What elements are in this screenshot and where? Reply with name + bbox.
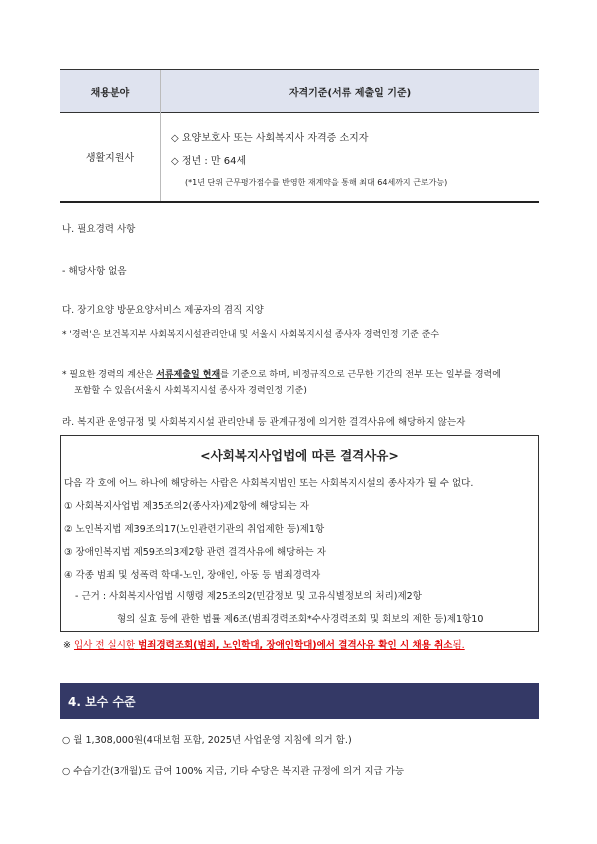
salary-item-1: ○ 월 1,308,000원(4대보험 포함, 2025년 사업운영 지침에 의거 함.) [62,735,352,746]
qual-note: (*1년 단위 근무평가점수를 반영한 재계약을 통해 최대 64세까지 근로가능) [185,178,448,187]
disqualification-box [60,435,539,632]
section-na-item: - 해당사항 없음 [62,266,127,277]
box-basis-2: 형의 실효 등에 관한 법률 제6조(범죄경력조회*수사경력조회 및 회보의 제한 등)제1항10 [117,614,484,625]
box-warning: ※ 입사 전 실시한 범죄경력조회(범죄, 노인학대, 장애인학대)에서 결격사유 확인 시 채용 취소됨. [63,640,465,651]
qual-line-2: ◇ 정년 : 만 64세 [171,156,247,167]
box-item-4: ④ 각종 범죄 및 성폭력 학대-노인, 장애인, 아동 등 범죄경력자 [64,570,321,581]
section-4-header: 4. 보수 수준 [60,683,539,719]
field-cell: 생활지원사 [60,112,161,201]
box-item-1: ① 사회복지사업법 제35조의2(종사자)제2항에 해당되는 자 [64,501,309,512]
section-da-note1: * '경력'은 보건복지부 사회복지시설관리안내 및 서울시 사회복지시설 종사자 경력인정 기준 준수 [62,330,440,340]
section-na-title: 나. 필요경력 사항 [62,224,136,235]
section-da-note2-line2: 포함할 수 있음(서울시 사회복지시설 종사자 경력인정 기준) [74,386,307,396]
section-ra-title: 라. 복지관 운영규정 및 사회복지시설 관리안내 등 관계규정에 의거한 결격사유에 해당하지 않는자 [62,417,466,428]
box-item-2: ② 노인복지법 제39조의17(노인관련기관의 취업제한 등)제1항 [64,524,325,535]
box-basis-1: - 근거 : 사회복지사업법 시행령 제25조의2(민감정보 및 고유식별정보의 처리)제2항 [75,591,422,602]
table-row [60,112,539,203]
qualification-cell [161,112,539,201]
box-title: <사회복지사업법에 따른 결격사유> [200,448,399,463]
qual-line-1: ◇ 요양보호사 또는 사회복지사 자격증 소지자 [171,133,369,144]
section-da-title: 다. 장기요양 방문요양서비스 제공자의 겸직 지양 [62,305,264,316]
box-item-3: ③ 장애인복지법 제59조의3제2항 관련 결격사유에 해당하는 자 [64,547,326,558]
submission-date-emphasis: 서류제출일 현재 [156,370,221,380]
header-field: 채용분야 [60,70,161,112]
table-header [60,69,539,113]
salary-item-2: ○ 수습기간(3개월)도 급여 100% 지급, 기타 수당은 복지관 규정에 의거 지급 가능 [62,766,405,777]
section-da-note2: * 필요한 경력의 계산은 서류제출일 현재를 기준으로 하며, 비정규직으로 근무한 기간의 전부 또는 일부를 경력에 [62,370,501,380]
header-qualification: 자격기준(서류 제출일 기준) [288,87,412,99]
box-intro: 다음 각 호에 어느 하나에 해당하는 사람은 사회복지법인 또는 사회복지시설의 종사자가 될 수 없다. [64,478,474,489]
